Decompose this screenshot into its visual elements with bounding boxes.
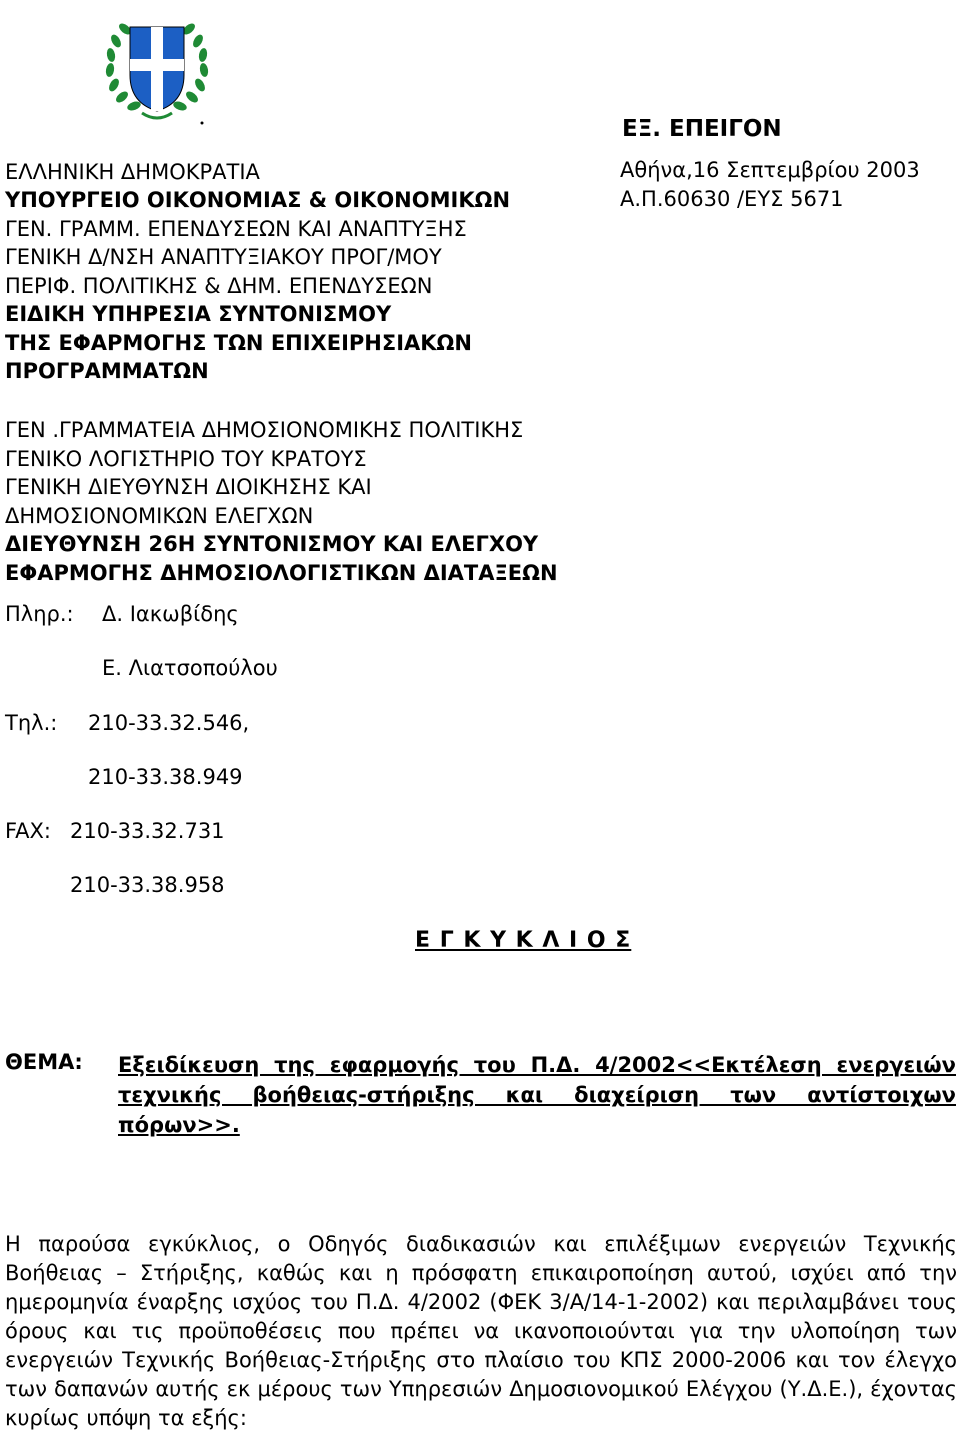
sender-line: ΕΙΔΙΚΗ ΥΠΗΡΕΣΙΑ ΣΥΝΤΟΝΙΣΜΟΥ [5,302,392,326]
shield [130,27,184,111]
sender-line: ΓΕΝΙΚΗ Δ/ΝΣΗ ΑΝΑΠΤΥΞΙΑΚΟΥ ΠΡΟΓ/ΜΟΥ [5,245,442,269]
greek-coat-of-arms-emblem [92,5,222,130]
info-label: Πληρ.: [5,602,74,626]
recipient-line: ΓΕΝΙΚΟ ΛΟΓΙΣΤΗΡΙΟ ΤΟΥ ΚΡΑΤΟΥΣ [5,447,367,471]
sender-line: ΠΡΟΓΡΑΜΜΑΤΩΝ [5,359,209,383]
fax-number: 210-33.38.958 [70,873,225,897]
recipient-line: ΔΙΕΥΘΥΝΣΗ 26Η ΣΥΝΤΟΝΙΣΜΟΥ ΚΑΙ ΕΛΕΓΧΟΥ [5,532,539,556]
fax-label: FAX: [5,819,51,843]
document-date: Αθήνα,16 Σεπτεμβρίου 2003 [620,158,920,182]
subject-label: ΘΕΜΑ: [5,1050,83,1074]
contact-person: Ε. Λιατσοπούλου [102,656,278,680]
body-paragraph: Η παρούσα εγκύκλιος, ο Οδηγός διαδικασιών και επιλέξιμων ενεργειών Τεχνικής Βοήθειας – Στήριξης, καθώς και η πρόσφατη επικαιροποίηση αυτού, ισχύει από την ημερομηνία έναρξης ισχύος του Π.Δ. 4/2002 (ΦΕΚ 3/Α/14-1-2002) και περιλαμβάνει τους όρους και τις προϋποθέσεις που πρέπει να ικανοποιούνται για την υλοποίηση των ενεργειών Τεχνικής Βοήθειας-Στήριξης στο πλαίσιο του ΚΠΣ 2000-2006 και τον έλεγχο των δαπανών αυτής εκ μέρους των Υπηρεσιών Δημοσιονομικού Ελέγχου (Υ.Δ.Ε.), έχοντας κυρίως υπόψη τα εξής: [5,1232,957,1430]
tel-label: Τηλ.: [5,711,58,735]
sender-line: ΕΛΛΗΝΙΚΗ ΔΗΜΟΚΡΑΤΙΑ [5,160,260,184]
sender-line: ΓΕΝ. ΓΡΑΜΜ. ΕΠΕΝΔΥΣΕΩΝ ΚΑΙ ΑΝΑΠΤΥΞΗΣ [5,217,467,241]
urgency-label: ΕΞ. ΕΠΕΙΓΟΝ [622,116,782,142]
recipient-line: ΔΗΜΟΣΙΟΝΟΜΙΚΩΝ ΕΛΕΓΧΩΝ [5,504,314,528]
recipient-line: ΕΦΑΡΜΟΓΗΣ ΔΗΜΟΣΙΟΛΟΓΙΣΤΙΚΩΝ ΔΙΑΤΑΞΕΩΝ [5,561,558,585]
tel-number: 210-33.32.546, [88,711,250,735]
sender-line: ΥΠΟΥΡΓΕΙΟ ΟΙΚΟΝΟΜΙΑΣ & ΟΙΚΟΝΟΜΙΚΩΝ [5,188,511,212]
document-title: Ε Γ Κ Υ Κ Λ Ι Ο Σ [415,928,632,953]
contact-person: Δ. Ιακωβίδης [102,602,239,626]
tel-number: 210-33.38.949 [88,765,243,789]
sender-line: ΠΕΡΙΦ. ΠΟΛΙΤΙΚΗΣ & ΔΗΜ. ΕΠΕΝΔΥΣΕΩΝ [5,274,433,298]
protocol-number: Α.Π.60630 /ΕΥΣ 5671 [620,187,844,211]
fax-number: 210-33.32.731 [70,819,225,843]
subject-text: Εξειδίκευση της εφαρμογής του Π.Δ. 4/2002<<Εκτέλεση ενεργειών τεχνικής βοήθειας-στήριξης και διαχείριση των αντίστοιχων πόρων>>. [118,1053,956,1137]
sender-line: ΤΗΣ ΕΦΑΡΜΟΓΗΣ ΤΩΝ ΕΠΙΧΕΙΡΗΣΙΑΚΩΝ [5,331,472,355]
recipient-line: ΓΕΝΙΚΗ ΔΙΕΥΘΥΝΣΗ ΔΙΟΙΚΗΣΗΣ ΚΑΙ [5,475,372,499]
recipient-line: ΓΕΝ .ΓΡΑΜΜΑΤΕΙΑ ΔΗΜΟΣΙΟΝΟΜΙΚΗΣ ΠΟΛΙΤΙΚΗΣ [5,418,524,442]
